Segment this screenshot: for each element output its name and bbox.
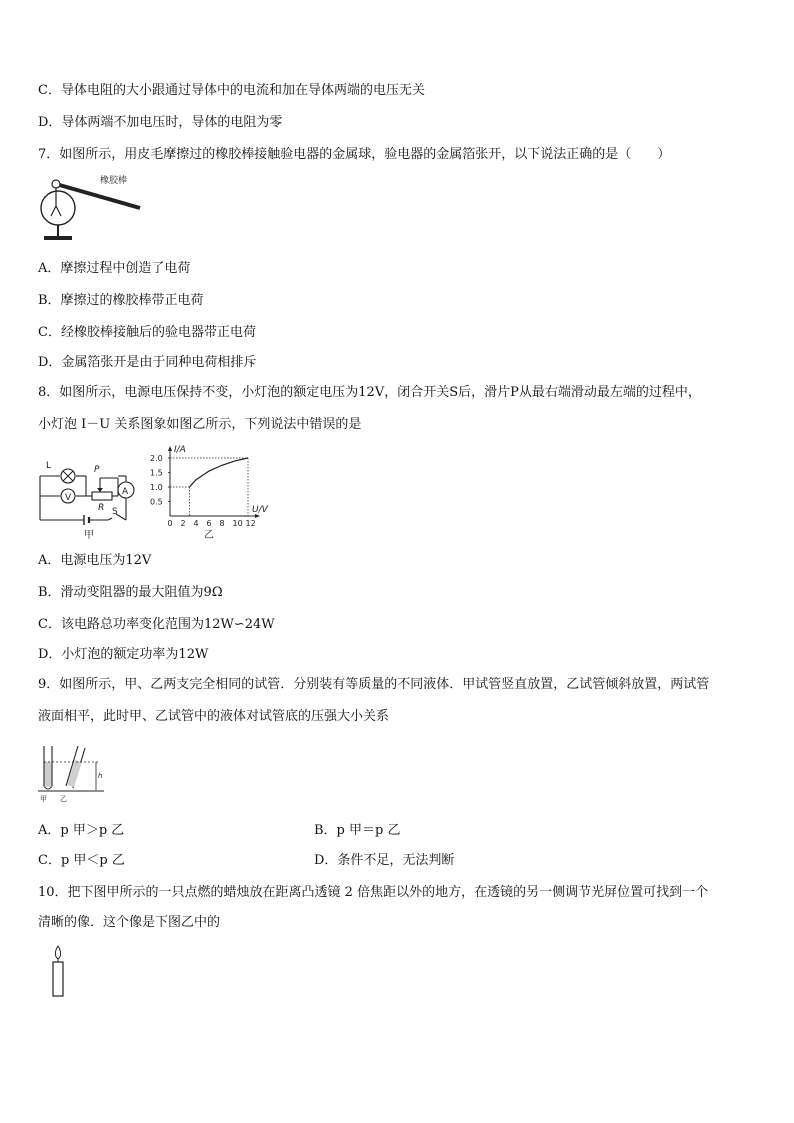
x-tick-label: 12 — [245, 519, 256, 528]
metal-foil-right — [56, 206, 61, 216]
y-tick-label: 1.5 — [150, 468, 163, 478]
metal-foil-left — [51, 206, 56, 216]
q7-stem: 7．如图所示，用皮毛摩擦过的橡胶棒接触验电器的金属球，验电器的金属箔张开，以下说法正确的是（ ） — [38, 147, 671, 162]
q8-option-a: A．电源电压为12V — [38, 553, 152, 568]
y-tick-label: 0.5 — [150, 497, 163, 507]
q6-option-d: D．导体两端不加电压时，导体的电阻为零 — [38, 115, 283, 130]
rubber-rod-label: 橡胶棒 — [100, 176, 128, 186]
height-label: h — [98, 772, 103, 780]
q8-stem-line1: 8．如图所示，电源电压保持不变，小灯泡的额定电压为12V，闭合开关S后，滑片P从最右端滑动最左端的过程中， — [38, 385, 701, 400]
x-tick-label: 10 — [232, 519, 243, 528]
graph-caption: 乙 — [204, 530, 214, 541]
iu-graph — [146, 442, 274, 542]
x-tick-label: 0 — [167, 519, 173, 528]
x-tick-label: 2 — [180, 519, 186, 528]
q9-option-c: C．p 甲＜p 乙 — [38, 853, 125, 868]
switch-label: S — [112, 507, 118, 517]
voltmeter-label: V — [65, 493, 72, 503]
y-axis-arrow — [168, 446, 172, 451]
candle-icon — [46, 944, 70, 1000]
q8-option-c: C．该电路总功率变化范围为12W∽24W — [38, 617, 275, 632]
metal-ball — [52, 180, 60, 188]
q6-option-c: C．导体电阻的大小跟通过导体中的电流和加在导体两端的电压无关 — [38, 83, 425, 98]
q7-option-a: A．摩擦过程中创造了电荷 — [38, 261, 191, 276]
y-tick-label: 1.0 — [150, 483, 163, 492]
slider-label: P — [94, 465, 100, 475]
x-tick-label: 4 — [193, 519, 199, 528]
iu-curve — [190, 458, 249, 487]
q8-option-b: B．滑动变阻器的最大阻值为9Ω — [38, 585, 223, 600]
x-tick-label: 8 — [219, 519, 225, 528]
x-tick-label: 6 — [206, 519, 212, 528]
tube-jia-label: 甲 — [40, 795, 47, 803]
electroscope-figure — [38, 170, 148, 246]
graph-y-label: I/A — [174, 445, 186, 455]
rheostat-label: R — [98, 503, 105, 513]
q9-stem-line1: 9．如图所示，甲、乙两支完全相同的试管．分别装有等质量的不同液体．甲试管竖直放置，乙试管倾斜放置，两试管 — [38, 677, 710, 692]
test-tubes-figure — [38, 744, 108, 804]
q7-option-c: C．经橡胶棒接触后的验电器带正电荷 — [38, 325, 256, 340]
circuit-caption: 甲 — [84, 530, 94, 540]
rheostat-icon — [92, 492, 112, 500]
electroscope-base — [44, 236, 72, 240]
q10-stem-line1: 10．把下图甲所示的一只点燃的蜡烛放在距离凸透镜 2 倍焦距以外的地方，在透镜的另一侧调节光屏位置可找到一个 — [38, 885, 709, 900]
circuit-diagram — [36, 452, 146, 540]
electroscope-jar — [41, 191, 75, 225]
q8-stem-line2: 小灯泡 I－U 关系图象如图乙所示，下列说法中错误的是 — [38, 417, 362, 432]
flame-icon — [55, 946, 60, 959]
q7-option-d: D．金属箔张开是由于同种电荷相排斥 — [38, 355, 257, 370]
q7-option-b: B．摩擦过的橡胶棒带正电荷 — [38, 293, 204, 308]
ammeter-label: A — [122, 487, 129, 497]
lamp-label: L — [46, 461, 52, 471]
tube-yi-label: 乙 — [60, 795, 67, 803]
tube-jia-liquid — [45, 762, 52, 787]
q9-option-a: A．p 甲＞p 乙 — [38, 823, 125, 838]
rubber-rod — [56, 184, 140, 208]
q9-option-d: D．条件不足，无法判断 — [314, 853, 455, 868]
y-tick-label: 2.0 — [150, 454, 163, 463]
q9-option-b: B．p 甲＝p 乙 — [314, 823, 401, 838]
graph-x-label: U/V — [252, 505, 268, 515]
q9-stem-line2: 液面相平，此时甲、乙试管中的液体对试管底的压强大小关系 — [38, 709, 390, 724]
q10-stem-line2: 清晰的像．这个像是下图乙中的 — [38, 915, 221, 930]
q8-option-d: D．小灯泡的额定功率为12W — [38, 647, 209, 662]
